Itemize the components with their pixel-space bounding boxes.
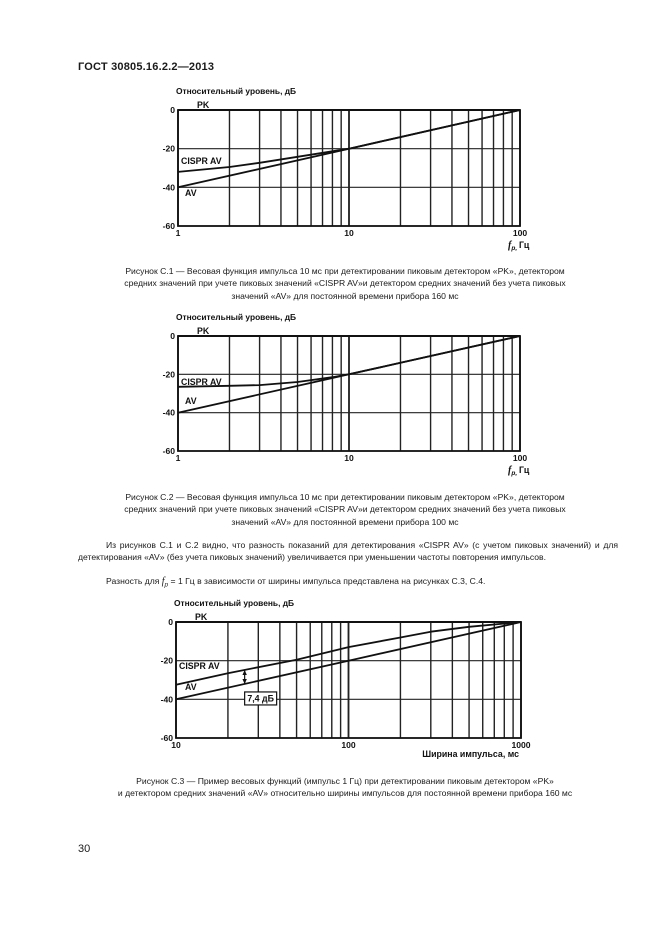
y-tick-label: -60 xyxy=(162,446,175,456)
series-label-pk: PK xyxy=(197,100,210,110)
y-tick-label: -40 xyxy=(160,694,173,705)
y-tick-label: -20 xyxy=(160,655,173,666)
caption-line: средних значений при учете пиковых значений «CISPR AV»и детектором средних значений без учета пиковых xyxy=(124,278,566,289)
y-tick-label: -60 xyxy=(162,221,175,231)
x-tick-label: 10 xyxy=(171,740,181,750)
series-label-av: AV xyxy=(185,396,197,406)
y-tick-label: -20 xyxy=(162,369,175,380)
annotation-label: 7,4 дБ xyxy=(247,693,274,704)
figure-caption-c2 xyxy=(60,491,630,528)
x-tick-label: 100 xyxy=(512,453,528,463)
caption-line: Рисунок С.1 — Весовая функция импульса 10 мс при детектировании пиковым детектором «PK», детектором xyxy=(125,266,565,276)
x-tick-label: 10 xyxy=(344,228,354,238)
x-tick-label: 100 xyxy=(512,228,528,238)
caption-line: средних значений при учете пиковых значений «CISPR AV»и детектором средних значений без учета пиковых xyxy=(124,504,566,515)
x-axis-title: $f_{p,}$ Гц xyxy=(508,465,530,477)
page-number: 30 xyxy=(78,843,91,855)
x-tick-label: 1 xyxy=(175,228,181,238)
body-paragraph-2 xyxy=(78,576,618,592)
y-tick-label: 0 xyxy=(168,617,173,627)
y-axis-title: Относительный уровень, дБ xyxy=(174,598,295,608)
y-tick-label: -60 xyxy=(160,733,173,743)
series-label-cispr-av: CISPR AV xyxy=(181,377,222,387)
document-header: ГОСТ 30805.16.2.2—2013 xyxy=(78,61,215,73)
caption-line: Рисунок С.2 — Весовая функция импульса 10 мс при детектировании пиковым детектором «PK», детектором xyxy=(125,492,565,502)
series-label-pk: PK xyxy=(197,326,210,336)
y-tick-label: -40 xyxy=(162,407,175,418)
series-label-av: AV xyxy=(185,188,197,198)
figure-caption-c3 xyxy=(60,775,630,800)
series-label-pk: PK xyxy=(195,612,208,622)
x-tick-label: 1000 xyxy=(511,740,531,750)
y-axis-title: Относительный уровень, дБ xyxy=(176,312,297,322)
figure-caption-c1 xyxy=(60,265,630,302)
para-text: Разность для xyxy=(106,576,162,586)
x-tick-label: 100 xyxy=(341,740,356,750)
body-paragraph-1: Из рисунков С.1 и С.2 видно, что разность показаний для детектирования «CISPR AV» (с учетом пиковых значений) и для детектирования «AV» (без учета пиковых значений) увеличивается при уменьшении частоты повторения импульсов. xyxy=(78,540,618,562)
series-label-cispr-av: CISPR AV xyxy=(179,661,220,671)
caption-line: значений «AV» для постоянной времени прибора 160 мс xyxy=(231,290,459,301)
subscript: p xyxy=(164,581,169,589)
caption-line: и детектором средних значений «AV» относительно ширины импульсов для постоянной времени прибора 160 мс xyxy=(117,788,573,799)
y-tick-label: -20 xyxy=(162,143,175,154)
series-label-cispr-av: CISPR AV xyxy=(181,156,222,166)
x-axis-title: Ширина импульса, мс xyxy=(422,749,519,759)
y-tick-label: 0 xyxy=(170,331,175,341)
para-text: = 1 Гц в зависимости от ширины импульса представлена на рисунках С.3, С.4. xyxy=(168,576,486,586)
series-label-av: AV xyxy=(185,682,197,692)
x-axis-title: $f_{p,}$ Гц xyxy=(508,240,530,252)
x-tick-label: 10 xyxy=(344,453,354,463)
caption-line: Рисунок С.3 — Пример весовых функций (импульс 1 Гц) при детектировании пиковым детектором «PK» xyxy=(136,776,554,786)
y-tick-label: 0 xyxy=(170,105,175,115)
f-symbol: f xyxy=(161,576,165,587)
caption-line: значений «AV» для постоянной времени прибора 100 мс xyxy=(231,516,459,527)
y-tick-label: -40 xyxy=(162,182,175,193)
y-axis-title: Относительный уровень, дБ xyxy=(176,86,297,96)
x-tick-label: 1 xyxy=(175,453,181,463)
